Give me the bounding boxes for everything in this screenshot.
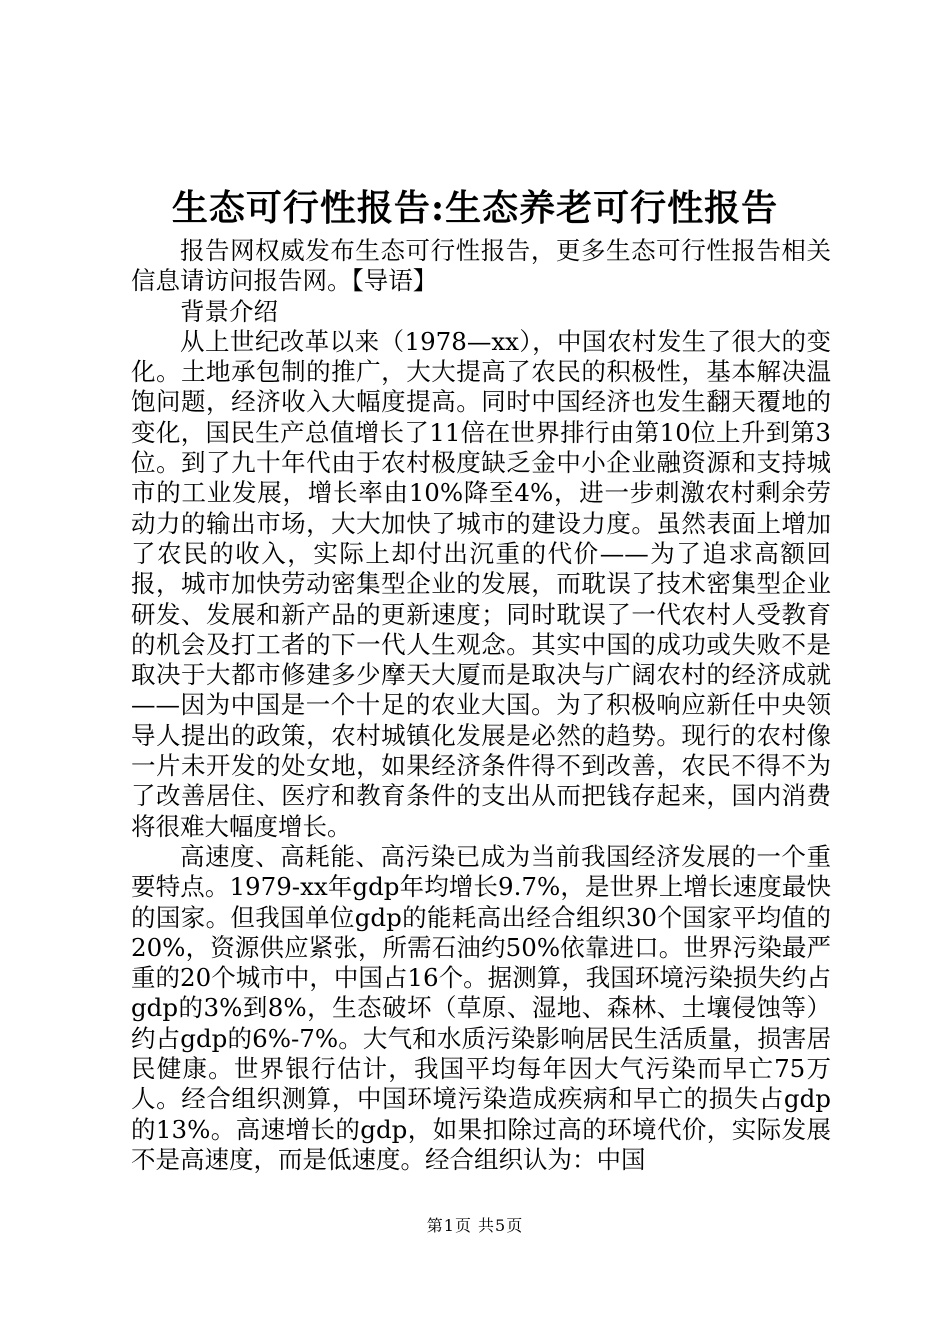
body-paragraph: 高速度、高耗能、高污染已成为当前我国经济发展的一个重要特点。1979-xx年gdp年均增长9.7%，是世界上增长速度最快的国家。但我国单位gdp的能耗高出经合组织30个国家平均值的20%，资源供应紧张，所需石油约50%依靠进口。世界污染最严重的20个城市中，中国占16个。据测算，我国环境污染损失约占gdp的3%到8%，生态破坏（草原、湿地、森林、土壤侵蚀等）约占gdp的6%-7%。大气和水质污染影响居民生活质量，损害居民健康。世界银行估计，我国平均每年因大气污染而早亡75万人。经合组织测算，中国环境污染造成疾病和早亡的损失占gdp的13%。高速增长的gdp，如果扣除过高的环境代价，实际发展不是高速度，而是低速度。经合组织认为：中国	[131, 841, 831, 1174]
intro-paragraph: 报告网权威发布生态可行性报告，更多生态可行性报告相关信息请访问报告网。【导语】	[131, 236, 831, 296]
document-title: 生态可行性报告:生态养老可行性报告	[171, 187, 779, 229]
body-paragraph: 从上世纪改革以来（1978—xx），中国农村发生了很大的变化。土地承包制的推广，大大提高了农民的积极性，基本解决温饱问题，经济收入大幅度提高。同时中国经济也发生翻天覆地的变化，国民生产总值增长了11倍在世界排行由第10位上升到第3位。到了九十年代由于农村极度缺乏金中小企业融资源和支持城市的工业发展，增长率由10%降至4%，进一步刺激农村剩余劳动力的输出市场，大大加快了城市的建设力度。虽然表面上增加了农民的收入，实际上却付出沉重的代价——为了追求高额回报，城市加快劳动密集型企业的发展，而耽误了技术密集型企业研发、发展和新产品的更新速度；同时耽误了一代农村人受教育的机会及打工者的下一代人生观念。其实中国的成功或失败不是取决于大都市修建多少摩天大厦而是取决与广阔农村的经济成就——因为中国是一个十足的农业大国。为了积极响应新任中央领导人提出的政策，农村城镇化发展是必然的趋势。现行的农村像一片未开发的处女地，如果经济条件得不到改善，农民不得不为了改善居住、医疗和教育条件的支出从而把钱存起来，国内消费将很难大幅度增长。	[131, 326, 831, 841]
page-footer: 第1页 共5页	[426, 1216, 524, 1235]
document-body	[131, 236, 831, 1175]
section-heading: 背景介绍	[180, 296, 278, 326]
